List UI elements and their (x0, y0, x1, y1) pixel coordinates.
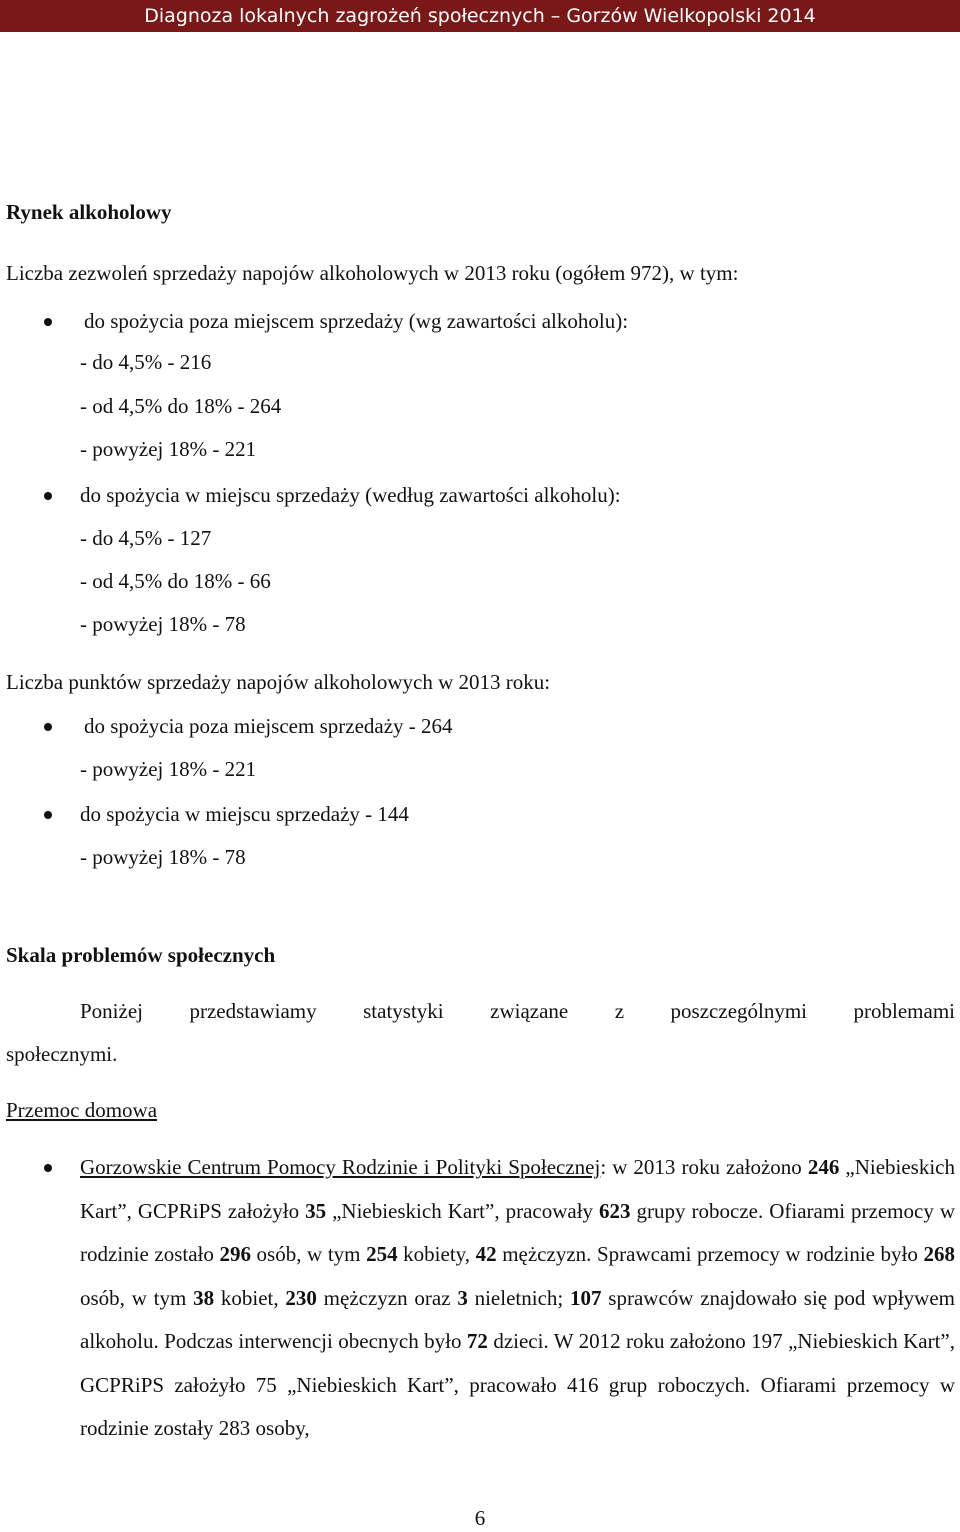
off-premises-item: - powyżej 18% - 221 (80, 437, 257, 461)
bullet-icon (44, 318, 52, 326)
text-run: sprawców znajdowało się pod wpływem alkoholu. Podczas interwencji obecnych było (80, 1285, 955, 1353)
text-run: osób, w tym (80, 1285, 194, 1310)
text-run: kobiet, (214, 1285, 286, 1310)
stat-value: 38 (193, 1285, 215, 1310)
text-run: grupy robocze. Ofiarami przemocy w rodzinie zostało (80, 1198, 955, 1266)
on-premises-item: - do 4,5% - 127 (80, 526, 212, 550)
off-premises-item: - do 4,5% - 216 (80, 350, 212, 374)
permits-intro: Liczba zezwoleń sprzedaży napojów alkoholowych w 2013 roku (ogółem 972), w tym: (6, 261, 739, 285)
points-on-sub: - powyżej 18% - 78 (80, 845, 246, 869)
gcprips-paragraph (80, 1146, 955, 1451)
section-heading-social-problems: Skala problemów społecznych (6, 943, 276, 967)
text-run: mężczyzn oraz (316, 1285, 458, 1310)
text-run: „Niebieskich Kart”, GCPRiPS założyło (80, 1155, 956, 1223)
problems-intro-line2: społecznymi. (6, 1042, 118, 1066)
stat-value: 35 (305, 1198, 327, 1223)
on-premises-item: - powyżej 18% - 78 (80, 612, 246, 636)
points-off-sub: - powyżej 18% - 221 (80, 757, 257, 781)
text-run: osób, w tym (250, 1242, 367, 1266)
org-name: Gorzowskie Centrum Pomocy Rodzinie i Polityki Społecznej (80, 1155, 601, 1179)
text-run: nieletnich; (467, 1285, 571, 1310)
text-run: „Niebieskich Kart”, pracowały (326, 1198, 600, 1223)
bullet-icon (44, 723, 52, 731)
document-header (0, 0, 960, 32)
off-premises-label: do spożycia poza miejscem sprzedaży (wg zawartości alkoholu): (84, 309, 629, 333)
points-on-label: do spożycia w miejscu sprzedaży - 144 (80, 802, 409, 826)
stat-value: 246 (807, 1155, 840, 1179)
stat-value: 107 (570, 1285, 602, 1310)
text-run: mężczyzn. Sprawcami przemocy w rodzinie było (496, 1242, 924, 1266)
stat-value: 42 (475, 1242, 497, 1266)
stat-value: 623 (599, 1198, 631, 1223)
stat-value: 268 (923, 1242, 955, 1266)
bullet-icon (44, 492, 52, 500)
text-run: dzieci. W 2012 roku założono 197 „Niebieskich Kart”, GCPRiPS założyło 75 „Niebieskich Kart”, pracowało 416 grup roboczych. Ofiarami przemocy w rodzinie zostały 283 osoby, (80, 1329, 955, 1440)
bullet-icon (44, 1164, 52, 1172)
points-off-label: do spożycia poza miejscem sprzedaży - 264 (84, 714, 453, 738)
stat-value: 254 (366, 1242, 398, 1266)
text-run: : w 2013 roku założono (600, 1155, 808, 1179)
stat-value: 296 (219, 1242, 251, 1266)
subheading-domestic-violence: Przemoc domowa (6, 1098, 158, 1122)
bullet-icon (44, 811, 52, 819)
stat-value: 230 (285, 1285, 317, 1310)
on-premises-label: do spożycia w miejscu sprzedaży (według zawartości alkoholu): (80, 483, 621, 507)
text-run: kobiety, (397, 1242, 476, 1266)
on-premises-item: - od 4,5% do 18% - 66 (80, 569, 271, 593)
stat-value: 3 (457, 1285, 468, 1310)
problems-intro-line1: Poniżej przedstawiamy statystyki związane z poszczególnymi problemami (80, 999, 955, 1023)
page-number: 6 (474, 1506, 486, 1530)
off-premises-item: - od 4,5% do 18% - 264 (80, 394, 282, 418)
points-intro: Liczba punktów sprzedaży napojów alkoholowych w 2013 roku: (6, 670, 551, 694)
stat-value: 72 (466, 1329, 488, 1353)
section-heading-alcohol-market: Rynek alkoholowy (6, 200, 172, 224)
header-title: Diagnoza lokalnych zagrożeń społecznych – Gorzów Wielkopolski 2014 (144, 5, 816, 27)
